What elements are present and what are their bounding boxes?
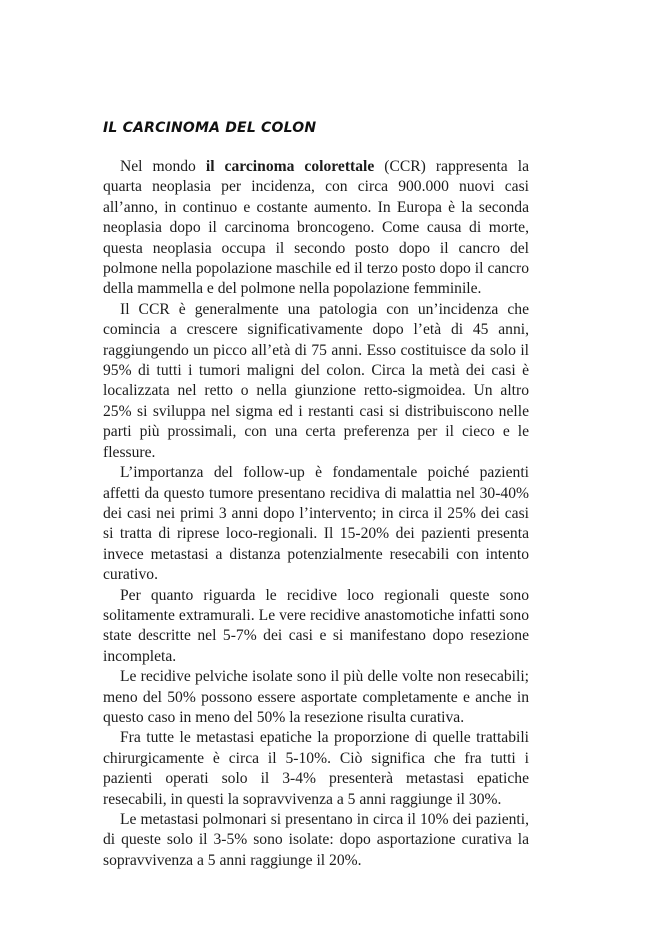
paragraph-liver-metastases: Fra tutte le metastasi epatiche la proporzione di quelle trattabili chirurgicamente è circa il 5-10%. Ciò significa che fra tutti i pazienti operati solo il 3-4% presenterà metastasi epatiche resecabili, in questi la sopravvivenza a 5 anni raggiunge il 30%. — [103, 729, 529, 808]
paragraph-intro — [103, 157, 529, 300]
paragraph-epidemiology: Il CCR è generalmente una patologia con un’incidenza che comincia a crescere significativamente dopo l’età di 45 anni, raggiungendo un picco all’età di 75 anni. Esso costituisce da solo il 95% di tutti i tumori maligni del colon. Circa la metà dei casi è localizzata nel retto o nella giunzione retto-sigmoidea. Un altro 25% si sviluppa nel sigma ed i restanti casi si distribuiscono nelle parti più prossimali, con una certa preferenza per il cieco e le flessure. — [103, 300, 529, 461]
intro-bold-term: il carcinoma colorettale — [205, 158, 375, 175]
paragraph-pelvic-recurrence: Le recidive pelviche isolate sono il più delle volte non resecabili; meno del 50% possono essere asportate completamente e anche in questo caso in meno del 50% la resezione risulta curativa. — [103, 668, 529, 726]
intro-text-end: (CCR) rappresenta la quarta neoplasia per incidenza, con circa 900.000 nuovi casi all’anno, in continuo e costante aumento. In Europa è la seconda neoplasia dopo il carcinoma broncogeno. Come causa di morte, questa neoplasia occupa il secondo posto dopo il cancro del polmone nella popolazione maschile ed il terzo posto dopo il cancro della mammella e del polmone nella popolazione femminile. — [103, 158, 529, 298]
intro-text-start: Nel mondo — [120, 158, 206, 175]
document-page — [103, 118, 529, 871]
section-title: IL CARCINOMA DEL COLON — [103, 120, 317, 136]
paragraph-follow-up: L’importanza del follow-up è fondamentale poiché pazienti affetti da questo tumore presentano recidiva di malattia nel 30-40% dei casi nei primi 3 anni dopo l’intervento; in circa il 25% dei casi si tratta di riprese loco-regionali. Il 15-20% dei pazienti presenta invece metastasi a distanza potenzialmente resecabili con intento curativo. — [103, 464, 529, 584]
paragraph-loco-regional-recurrence: Per quanto riguarda le recidive loco regionali queste sono solitamente extramurali. Le vere recidive anastomotiche infatti sono state descritte nel 5-7% dei casi e si manifestano dopo resezione incompleta. — [103, 586, 529, 665]
paragraph-lung-metastases: Le metastasi polmonari si presentano in circa il 10% dei pazienti, di queste solo il 3-5% sono isolate: dopo asportazione curativa la sopravvivenza a 5 anni raggiunge il 20%. — [103, 811, 529, 869]
